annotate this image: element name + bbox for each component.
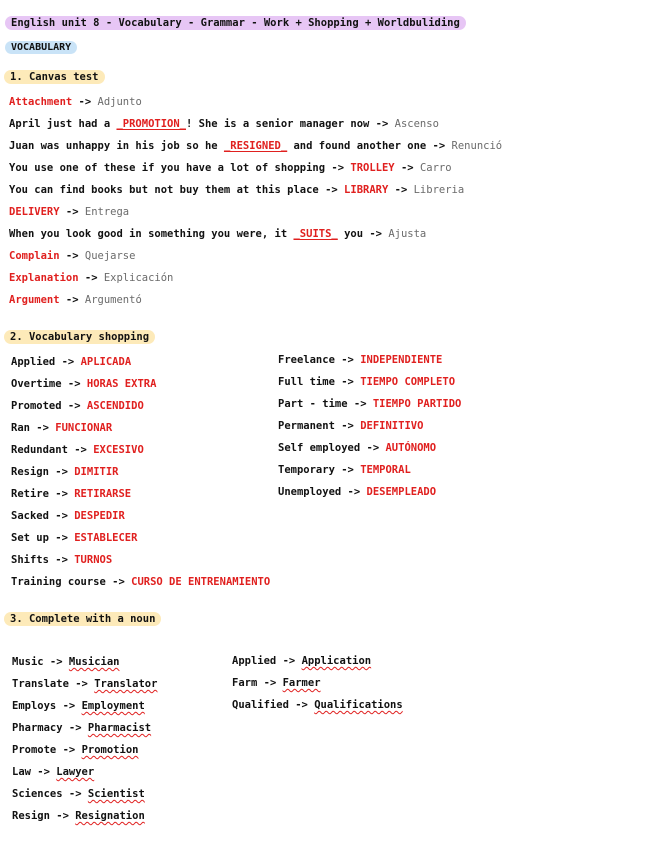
vocab-item — [278, 376, 455, 388]
vocab-word: Sacked — [11, 510, 49, 522]
line-arrow: -> — [394, 162, 420, 174]
vocab-meaning: DESEMPLEADO — [366, 486, 437, 498]
document-title-text: English unit 8 - Vocabulary - Grammar - Work + Shopping + Worldbuliding — [11, 17, 460, 29]
noun-arrow: -> — [68, 678, 95, 690]
vocab-arrow: -> — [347, 398, 373, 410]
vocab-item — [278, 464, 411, 476]
vocab-meaning: TURNOS — [74, 554, 113, 566]
vocab-arrow: -> — [55, 356, 81, 368]
section-2-heading — [4, 330, 155, 344]
line-text: Juan was unhappy in his job so he — [9, 140, 224, 152]
line-text: and found another one -> — [287, 140, 452, 152]
vocab-item — [11, 422, 112, 434]
noun-base-word: Farm — [232, 677, 258, 689]
vocab-meaning: EXCESIVO — [93, 444, 144, 456]
vocab-arrow: -> — [67, 444, 94, 456]
line-translation: Renunció — [451, 140, 503, 152]
line-arrow: -> — [59, 206, 85, 218]
noun-arrow: -> — [276, 655, 302, 667]
noun-arrow: -> — [30, 766, 57, 778]
vocab-item — [11, 510, 125, 522]
vocab-arrow: -> — [334, 376, 361, 388]
vocab-item — [11, 466, 119, 478]
vocabulary-tag-text: VOCABULARY — [11, 42, 72, 53]
vocab-word: Permanent — [278, 420, 335, 432]
vocab-arrow: -> — [360, 442, 386, 454]
line-translation: Entrega — [84, 206, 130, 218]
vocab-arrow: -> — [29, 422, 56, 434]
noun-base-word: Music — [12, 656, 44, 668]
noun-answer: Musician — [68, 656, 120, 668]
noun-item — [12, 722, 151, 734]
vocab-word: Retire — [11, 488, 49, 500]
line-translation: Carro — [419, 162, 452, 174]
vocab-meaning: TEMPORAL — [360, 464, 411, 476]
noun-arrow: -> — [43, 656, 69, 668]
canvas-test-line — [9, 294, 142, 306]
vocab-item — [11, 444, 144, 456]
vocabulary-tag — [5, 41, 77, 54]
noun-arrow: -> — [288, 699, 315, 711]
canvas-test-line — [9, 96, 142, 108]
line-blank-answer: _RESIGNED_ — [223, 140, 288, 152]
noun-arrow: -> — [49, 810, 76, 822]
line-text: You use one of these if you have a lot of shopping -> — [9, 162, 351, 174]
section-3-heading-text: 3. Complete with a noun — [10, 613, 156, 625]
vocab-meaning: ASCENDIDO — [86, 400, 144, 412]
noun-answer: Qualifications — [314, 699, 403, 711]
line-arrow: -> — [72, 96, 98, 108]
vocab-meaning: FUNCIONAR — [55, 422, 113, 434]
vocab-arrow: -> — [334, 420, 361, 432]
vocab-item — [278, 442, 436, 454]
vocab-meaning: INDEPENDIENTE — [360, 354, 443, 366]
line-term: DELIVERY — [9, 206, 60, 218]
vocab-item — [278, 420, 423, 432]
noun-answer: Pharmacist — [87, 722, 152, 734]
line-term: Explanation — [9, 272, 79, 284]
line-translation: Argumentó — [84, 294, 142, 306]
vocab-arrow: -> — [334, 354, 361, 366]
line-arrow: -> — [78, 272, 104, 284]
vocab-word: Shifts — [11, 554, 49, 566]
noun-base-word: Sciences — [12, 788, 63, 800]
vocab-meaning: DEFINITIVO — [360, 420, 424, 432]
line-translation: Explicación — [103, 272, 174, 284]
vocab-item — [11, 532, 137, 544]
canvas-test-line — [9, 118, 439, 130]
canvas-test-line — [9, 228, 426, 240]
noun-arrow: -> — [62, 722, 88, 734]
vocab-word: Self employed — [278, 442, 361, 454]
line-translation: Libreria — [413, 184, 465, 196]
noun-arrow: -> — [62, 788, 88, 800]
canvas-test-line — [9, 184, 464, 196]
vocab-arrow: -> — [48, 466, 75, 478]
line-text: When you look good in something you were, it — [9, 228, 294, 240]
vocab-item — [11, 576, 270, 588]
noun-item — [12, 810, 145, 822]
noun-item — [232, 699, 403, 711]
vocab-item — [11, 488, 131, 500]
line-translation: Quejarse — [84, 250, 136, 262]
vocab-arrow: -> — [48, 510, 75, 522]
line-blank-answer: _SUITS_ — [293, 228, 338, 240]
line-translation: Adjunto — [97, 96, 142, 108]
noun-answer: Scientist — [87, 788, 145, 800]
canvas-test-line — [9, 272, 173, 284]
noun-arrow: -> — [56, 700, 82, 712]
noun-item — [12, 700, 145, 712]
noun-arrow: -> — [56, 744, 82, 756]
noun-item — [12, 744, 138, 756]
noun-answer: Lawyer — [56, 766, 95, 778]
canvas-test-line — [9, 140, 502, 152]
section-2-heading-text: 2. Vocabulary shopping — [10, 331, 150, 343]
line-text: April just had a — [9, 118, 117, 130]
noun-item — [12, 656, 119, 668]
canvas-test-line — [9, 250, 135, 262]
document-title — [5, 16, 466, 30]
vocab-meaning: RETIRARSE — [74, 488, 132, 500]
vocab-item — [11, 378, 156, 390]
vocab-word: Training course — [11, 576, 106, 588]
vocab-meaning: TIEMPO PARTIDO — [372, 398, 462, 410]
noun-item — [232, 655, 371, 667]
line-arrow: -> — [59, 294, 85, 306]
vocab-meaning: TIEMPO COMPLETO — [360, 376, 456, 388]
vocab-item — [11, 356, 131, 368]
section-1-heading-text: 1. Canvas test — [10, 71, 99, 83]
line-term: Argument — [9, 294, 60, 306]
vocab-arrow: -> — [48, 532, 75, 544]
noun-base-word: Resign — [12, 810, 50, 822]
noun-base-word: Applied — [232, 655, 277, 667]
vocab-meaning: AUTÓNOMO — [385, 442, 437, 454]
vocab-meaning: DIMITIR — [74, 466, 119, 478]
noun-item — [232, 677, 321, 689]
noun-answer: Resignation — [75, 810, 145, 822]
vocab-word: Applied — [11, 356, 56, 368]
vocab-meaning: HORAS EXTRA — [86, 378, 157, 390]
noun-item — [12, 678, 157, 690]
vocab-item — [278, 398, 461, 410]
vocab-word: Temporary — [278, 464, 335, 476]
vocab-item — [11, 554, 112, 566]
line-term: TROLLEY — [350, 162, 395, 174]
vocab-arrow: -> — [105, 576, 132, 588]
vocab-word: Resign — [11, 466, 49, 478]
line-term: LIBRARY — [344, 184, 389, 196]
vocab-word: Promoted — [11, 400, 62, 412]
noun-base-word: Employs — [12, 700, 57, 712]
vocab-item — [278, 354, 442, 366]
vocab-word: Part - time — [278, 398, 348, 410]
noun-answer: Application — [301, 655, 372, 667]
vocab-meaning: APLICADA — [80, 356, 132, 368]
line-text: ! She is a senior manager now -> — [186, 118, 395, 130]
vocab-arrow: -> — [61, 378, 87, 390]
section-3-heading — [4, 612, 161, 626]
vocab-meaning: CURSO DE ENTRENAMIENTO — [131, 576, 271, 588]
noun-item — [12, 788, 145, 800]
vocab-word: Ran — [11, 422, 30, 434]
noun-base-word: Pharmacy — [12, 722, 63, 734]
noun-base-word: Law — [12, 766, 31, 778]
vocab-item — [11, 400, 144, 412]
line-arrow: -> — [59, 250, 85, 262]
noun-answer: Farmer — [282, 677, 321, 689]
noun-arrow: -> — [257, 677, 283, 689]
vocab-word: Unemployed — [278, 486, 342, 498]
noun-answer: Translator — [94, 678, 158, 690]
vocab-word: Set up — [11, 532, 49, 544]
vocab-arrow: -> — [334, 464, 361, 476]
noun-base-word: Qualified — [232, 699, 289, 711]
noun-base-word: Translate — [12, 678, 69, 690]
line-blank-answer: _PROMOTION_ — [116, 118, 187, 130]
vocab-meaning: DESPEDIR — [74, 510, 125, 522]
canvas-test-line — [9, 206, 129, 218]
line-term: Complain — [9, 250, 60, 262]
canvas-test-line — [9, 162, 452, 174]
line-arrow: -> — [388, 184, 414, 196]
vocab-arrow: -> — [48, 554, 75, 566]
line-translation: Ajusta — [388, 228, 427, 240]
section-1-heading — [4, 70, 105, 84]
noun-answer: Employment — [81, 700, 145, 712]
vocab-arrow: -> — [61, 400, 87, 412]
vocab-arrow: -> — [48, 488, 75, 500]
noun-item — [12, 766, 94, 778]
noun-answer: Promotion — [81, 744, 139, 756]
line-text: You can find books but not buy them at this place -> — [9, 184, 345, 196]
vocab-meaning: ESTABLECER — [74, 532, 138, 544]
line-term: Attachment — [9, 96, 73, 108]
vocab-word: Full time — [278, 376, 335, 388]
vocab-item — [278, 486, 436, 498]
noun-base-word: Promote — [12, 744, 57, 756]
vocab-arrow: -> — [341, 486, 367, 498]
vocab-word: Freelance — [278, 354, 335, 366]
line-text: you -> — [337, 228, 389, 240]
line-translation: Ascenso — [394, 118, 439, 130]
vocab-word: Redundant — [11, 444, 68, 456]
vocab-word: Overtime — [11, 378, 62, 390]
